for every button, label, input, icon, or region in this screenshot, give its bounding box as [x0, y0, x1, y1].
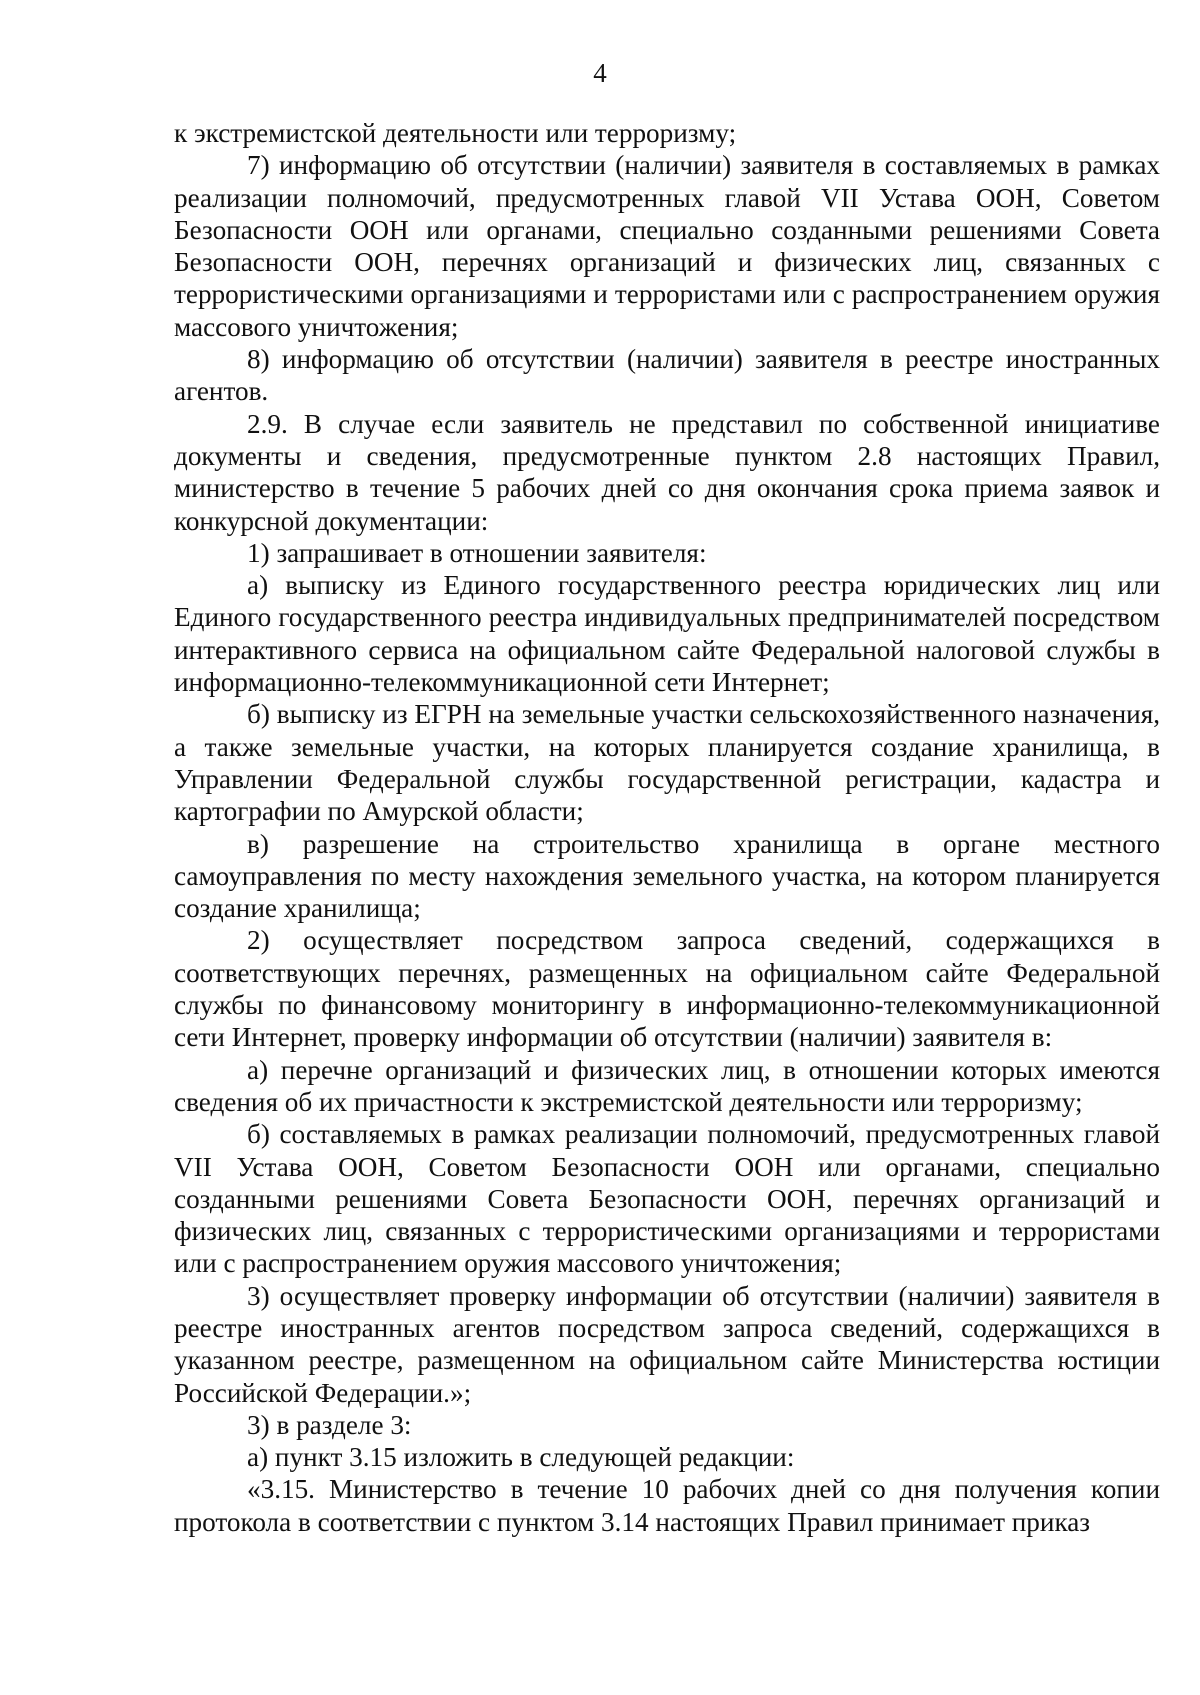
paragraph-continuation: к экстремистской деятельности или терроризму;: [174, 118, 737, 148]
paragraph-subitem-3: 3) осуществляет проверку информации об отсутствии (наличии) заявителя в реестре иностранных агентов посредством запроса сведений, содержащихся в указанном реестре, размещенном на официальном сайте Министерства юстиции Российской Федерации.»;: [174, 1280, 1160, 1408]
page-number: 4: [593, 58, 607, 88]
paragraph-subitem-1: 1) запрашивает в отношении заявителя:: [247, 537, 707, 568]
paragraph-clause-2-9: 2.9. В случае если заявитель не представил по собственной инициативе документы и сведения, предусмотренные пунктом 2.8 настоящих Правил, министерство в течение 5 рабочих дней со дня окончания срока приема заявок и конкурсной документации:: [174, 408, 1160, 536]
paragraph-subitem-2-b: б) составляемых в рамках реализации полномочий, предусмотренных главой VII Устава ООН, Советом Безопасности ООН или органами, специально созданными решениями Совета Безопасности ООН, перечнях организаций и физических лиц, связанных с террористическими организациями и террористами или с распространением оружия массового уничтожения;: [174, 1119, 1160, 1279]
paragraph-section-3-a: а) пункт 3.15 изложить в следующей редакции:: [247, 1442, 795, 1473]
paragraph-item-7: 7) информацию об отсутствии (наличии) заявителя в составляемых в рамках реализации полномочий, предусмотренных главой VII Устава ООН, Советом Безопасности ООН или органами, специально созданными решениями Совета Безопасности ООН, перечнях организаций и физических лиц, связанных с террористическими организациями и террористами или с распространением оружия массового уничтожения;: [174, 150, 1160, 342]
paragraph-subitem-1-b: б) выписку из ЕГРН на земельные участки сельскохозяйственного назначения, а также земельные участки, на которых планируется создание хранилища, в Управлении Федеральной службы государственной регистрации, кадастра и картографии по Амурской области;: [174, 699, 1160, 827]
paragraph-subitem-2-a: а) перечне организаций и физических лиц, в отношении которых имеются сведения об их причастности к экстремистской деятельности или терроризму;: [174, 1054, 1160, 1117]
paragraph-section-3: 3) в разделе 3:: [247, 1409, 412, 1440]
paragraph-subitem-1-a: а) выписку из Единого государственного реестра юридических лиц или Единого государственного реестра индивидуальных предпринимателей посредством интерактивного сервиса на официальном сайте Федеральной налоговой службы в информационно-телекоммуникационной сети Интернет;: [174, 570, 1160, 698]
document-body: [174, 117, 1160, 1538]
paragraph-subitem-1-v: в) разрешение на строительство хранилища в органе местного самоуправления по месту нахождения земельного участка, на котором планируется создание хранилища;: [174, 828, 1160, 924]
paragraph-item-8: 8) информацию об отсутствии (наличии) заявителя в реестре иностранных агентов.: [174, 344, 1160, 407]
paragraph-subitem-2: 2) осуществляет посредством запроса сведений, содержащихся в соответствующих перечнях, размещенных на официальном сайте Федеральной службы по финансовому мониторингу в информационно-телекоммуникационной сети Интернет, проверку информации об отсутствии (наличии) заявителя в:: [174, 925, 1160, 1053]
paragraph-clause-3-15: «3.15. Министерство в течение 10 рабочих дней со дня получения копии протокола в соответствии с пунктом 3.14 настоящих Правил принимает приказ: [174, 1474, 1160, 1537]
